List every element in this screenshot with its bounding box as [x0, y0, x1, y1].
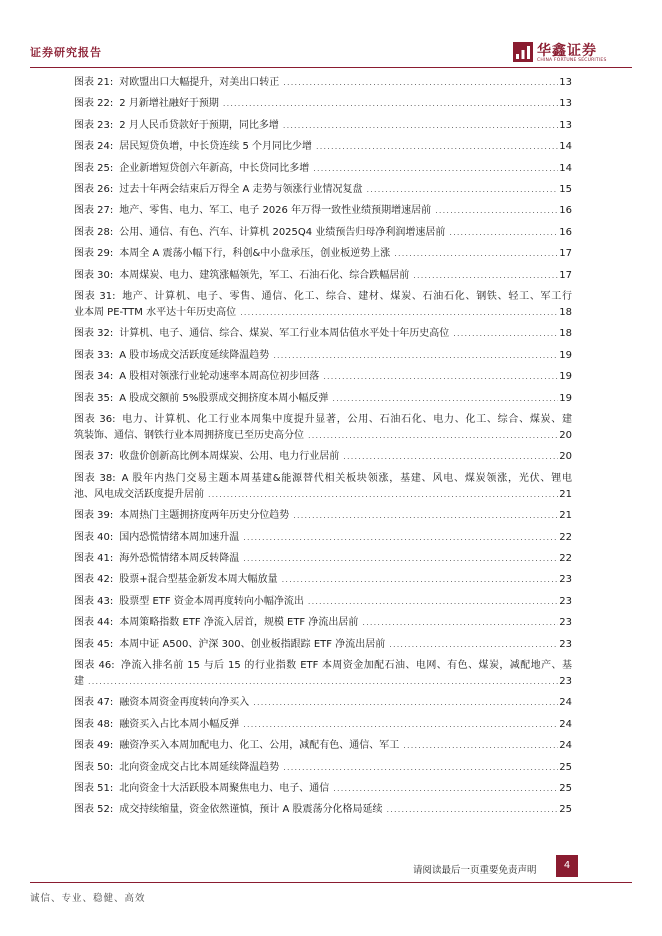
toc-entry[interactable] [74, 265, 572, 286]
toc-entry-page: 14 [559, 162, 572, 174]
brand-name: 华鑫证券 [537, 43, 597, 59]
page-number: 4 [556, 855, 578, 877]
toc-entry-label: 图表 34: [74, 371, 114, 383]
footer-slogan: 诚信、专业、稳健、高效 [30, 893, 146, 904]
toc-entry-label: 图表 27: [74, 205, 114, 217]
toc-entry[interactable] [74, 93, 572, 114]
brand-mark-icon [513, 42, 533, 62]
toc-entry-title: 地产、计算机、电子、零售、通信、化工、综合、建材、煤炭、石油石化、钢铁、轻工、军工行 [121, 290, 573, 302]
toc-entry-title-cont: 建 [74, 675, 84, 687]
toc-entry[interactable] [74, 115, 572, 136]
toc-entry[interactable] [74, 778, 572, 799]
dot-leader [385, 634, 558, 655]
dot-leader [309, 158, 558, 179]
dot-leader [358, 612, 558, 633]
toc-entry-label: 图表 48: [74, 718, 114, 730]
toc-entry-page: 22 [559, 531, 572, 543]
dot-leader [399, 735, 558, 756]
toc-entry-label: 图表 37: [74, 451, 114, 463]
toc-entry-title-cont: 筑装饰、通信、钢铁行业本周拥挤度已至历史高分位 [74, 429, 304, 441]
toc-entry-page: 15 [559, 184, 572, 196]
toc-entry-title: A 股年内热门交易主题本周基建&能源替代相关板块领涨，基建、风电、煤炭领涨，光伏、锂电 [121, 472, 572, 484]
toc-entry-label: 图表 52: [74, 804, 114, 816]
toc-entry-page: 17 [559, 248, 572, 260]
toc-entry-title: 公用、通信、有色、汽车、计算机 2025Q4 业绩预告归母净利润增速居前 [119, 226, 446, 238]
toc-entry-page: 23 [559, 638, 572, 650]
dot-leader [279, 757, 558, 778]
dot-leader [279, 72, 558, 93]
toc-entry-page: 21 [559, 488, 572, 500]
toc-entry[interactable] [74, 179, 572, 200]
toc-entry-title: 融资净买入本周加配电力、化工、公用，减配有色、通信、军工 [119, 740, 400, 752]
toc-entry-page: 17 [559, 269, 572, 281]
toc-entry-title: 本周煤炭、电力、建筑涨幅领先，军工、石油石化、综合跌幅居前 [119, 269, 410, 281]
toc-entry-page: 25 [559, 761, 572, 773]
toc-entry-label: 图表 21: [74, 77, 114, 88]
toc-entry-title-cont: 业本周 PE-TTM 水平达十年历史高位 [74, 306, 237, 318]
toc-entry-title: 北向资金十大活跃股本周聚焦电力、电子、通信 [119, 783, 330, 795]
dot-leader [204, 487, 558, 503]
toc-entry-page: 25 [559, 804, 572, 816]
toc-entry-title: 本周中证 A500、沪深 300、创业板指跟踪 ETF 净流出居前 [119, 638, 386, 650]
toc-entry-label: 图表 25: [74, 162, 114, 174]
dot-leader [219, 93, 558, 114]
dot-leader [249, 692, 558, 713]
dot-leader [362, 179, 558, 200]
dot-leader [339, 446, 558, 467]
dot-leader [409, 265, 558, 286]
dot-leader [445, 222, 558, 243]
toc-entry-page: 13 [559, 119, 572, 131]
toc-entry-label: 图表 36: [74, 413, 116, 425]
dot-leader [329, 778, 558, 799]
toc-entry-label: 图表 50: [74, 761, 114, 773]
toc-entry[interactable] [74, 468, 572, 505]
toc-entry-title: 2 月新增社融好于预期 [119, 98, 219, 110]
toc-entry[interactable] [74, 548, 572, 569]
toc-entry-title: 海外恐慌情绪本周反转降温 [119, 553, 240, 565]
toc-entry-label: 图表 35: [74, 392, 114, 404]
toc-entry-page: 18 [559, 306, 572, 318]
brand-subtitle: CHINA FORTUNE SECURITIES [537, 58, 607, 63]
toc-entry-page: 25 [559, 783, 572, 795]
toc-entry-title: 成交持续缩量，资金依然谨慎，预计 A 股震荡分化格局延续 [119, 804, 383, 816]
dot-leader [239, 527, 558, 548]
toc-entry-label: 图表 24: [74, 141, 114, 153]
toc-entry-title: 地产、零售、电力、军工、电子 2026 年万得一致性业绩预期增速居前 [119, 205, 432, 217]
toc-entry-page: 24 [559, 697, 572, 709]
toc-entry-title: 股票型 ETF 资金本周再度转向小幅净流出 [119, 595, 304, 607]
disclaimer-note: 请阅读最后一页重要免责声明 [413, 865, 537, 876]
toc-entry[interactable] [74, 136, 572, 157]
dot-leader [304, 591, 558, 612]
toc-entry-label: 图表 38: [74, 472, 116, 484]
toc-entry-label: 图表 40: [74, 531, 114, 543]
toc-entry-title: A 股成交额前 5%股票成交拥挤度本周小幅反弹 [119, 392, 329, 404]
dot-leader [449, 323, 558, 344]
dot-leader [239, 548, 558, 569]
toc-entry-page: 22 [559, 553, 572, 565]
toc-entry-page: 19 [559, 349, 572, 361]
dot-leader [239, 714, 558, 735]
toc-entry[interactable] [74, 634, 572, 655]
dot-leader [236, 305, 558, 321]
toc-entry-label: 图表 26: [74, 184, 114, 196]
toc-entry-title: 电力、计算机、化工行业本周集中度提升显著，公用、石油石化、电力、化工、综合、煤炭、建 [121, 413, 573, 425]
toc-entry-page: 23 [559, 617, 572, 629]
toc-entry-page: 20 [559, 451, 572, 463]
toc-entry-page: 19 [559, 392, 572, 404]
toc-entry-title: 本周策略指数 ETF 净流入居首，规模 ETF 净流出居前 [119, 617, 359, 629]
toc-entry[interactable] [74, 409, 572, 446]
toc-entry-title: 居民短贷负增，中长贷连续 5 个月同比少增 [119, 141, 313, 153]
toc-entry-page: 14 [559, 141, 572, 153]
toc-entry-label: 图表 51: [74, 783, 114, 795]
toc-entry-page: 18 [559, 328, 572, 340]
toc-entry[interactable] [74, 286, 572, 323]
brand-logo [513, 40, 633, 66]
toc-entry-title: 收盘价创新高比例本周煤炭、公用、电力行业居前 [119, 451, 340, 463]
dot-leader [319, 366, 558, 387]
toc-entry-title: A 股相对领涨行业轮动速率本周高位初步回落 [119, 371, 320, 383]
toc-entry-label: 图表 39: [74, 510, 114, 522]
toc-entry-label: 图表 45: [74, 638, 114, 650]
toc-entry[interactable] [74, 757, 572, 778]
toc-entry-title: 2 月人民币贷款好于预期，同比多增 [119, 119, 279, 131]
toc-entry[interactable] [74, 366, 572, 387]
toc-entry[interactable] [74, 799, 572, 820]
toc-entry-label: 图表 43: [74, 595, 114, 607]
toc-entry-label: 图表 29: [74, 248, 114, 260]
toc-entry-page: 23 [559, 574, 572, 586]
dot-leader [328, 388, 558, 409]
toc-entry-title: 本周热门主题拥挤度两年历史分位趋势 [119, 510, 290, 522]
toc-entry-page: 23 [559, 675, 572, 687]
toc-entry[interactable] [74, 345, 572, 366]
page-header [0, 0, 662, 68]
toc-entry-title: 股票+混合型基金新发本周大幅放量 [119, 574, 278, 586]
toc-entry[interactable] [74, 243, 572, 264]
toc-entry[interactable] [74, 158, 572, 179]
toc-entry-page: 16 [559, 205, 572, 217]
dot-leader [279, 115, 558, 136]
toc-entry[interactable] [74, 446, 572, 467]
dot-leader [269, 345, 558, 366]
toc-entry-page: 16 [559, 226, 572, 238]
toc-entry-page: 24 [559, 740, 572, 752]
toc-entry-label: 图表 22: [74, 98, 114, 110]
toc-entry-label: 图表 32: [74, 328, 114, 340]
toc-entry[interactable] [74, 569, 572, 590]
toc-entry[interactable] [74, 655, 572, 692]
toc-entry[interactable] [74, 388, 572, 409]
toc-entry-page: 23 [559, 595, 572, 607]
toc-entry-title: 对欧盟出口大幅提升，对美出口转正 [119, 77, 280, 88]
toc-entry[interactable] [74, 527, 572, 548]
toc-entry-label: 图表 41: [74, 553, 114, 565]
toc-entry-title: 北向资金成交占比本周延续降温趋势 [119, 761, 280, 773]
toc-entry-title: 企业新增短贷创六年新高，中长贷同比多增 [119, 162, 310, 174]
toc-entry-title: 计算机、电子、通信、综合、煤炭、军工行业本周估值水平处十年历史高位 [119, 328, 450, 340]
dot-leader [289, 505, 558, 526]
dot-leader [304, 428, 558, 444]
toc-entry-label: 图表 42: [74, 574, 114, 586]
toc-entry-label: 图表 23: [74, 119, 114, 131]
toc-entry[interactable] [74, 72, 572, 93]
toc-entry[interactable] [74, 612, 572, 633]
dot-leader [390, 243, 558, 264]
toc-entry-page: 19 [559, 371, 572, 383]
dot-leader [431, 200, 558, 221]
toc-entry[interactable] [74, 692, 572, 713]
toc-entry[interactable] [74, 505, 572, 526]
toc-entry-page: 24 [559, 718, 572, 730]
toc-entry-label: 图表 49: [74, 740, 114, 752]
toc-entry-title: 本周全 A 震荡小幅下行，科创&中小盘承压，创业板逆势上涨 [119, 248, 391, 260]
toc-entry[interactable] [74, 714, 572, 735]
table-of-figures [74, 72, 572, 821]
toc-entry[interactable] [74, 200, 572, 221]
toc-entry-title: 过去十年两会结束后万得全 A 走势与领涨行业情况复盘 [119, 184, 363, 196]
dot-leader [84, 674, 558, 690]
toc-entry-label: 图表 28: [74, 226, 114, 238]
toc-entry[interactable] [74, 591, 572, 612]
toc-entry-label: 图表 33: [74, 349, 114, 361]
toc-entry-label: 图表 31: [74, 290, 116, 302]
toc-entry[interactable] [74, 222, 572, 243]
toc-entry-title: 融资买入占比本周小幅反弹 [119, 718, 240, 730]
toc-entry-label: 图表 46: [74, 659, 115, 671]
toc-entry-label: 图表 30: [74, 269, 114, 281]
dot-leader [312, 136, 558, 157]
footer-divider [30, 882, 632, 883]
toc-entry-label: 图表 47: [74, 697, 114, 709]
toc-entry-page: 13 [559, 77, 572, 88]
toc-entry-title-cont: 池、风电成交活跃度提升居前 [74, 488, 204, 500]
dot-leader [382, 799, 558, 820]
toc-entry-page: 21 [559, 510, 572, 522]
toc-entry-page: 20 [559, 429, 572, 441]
dot-leader [278, 569, 558, 590]
toc-entry-page: 13 [559, 98, 572, 110]
report-type-title: 证券研究报告 [30, 46, 102, 59]
toc-entry-title: 净流入排名前 15 与后 15 的行业指数 ETF 本周资金加配石油、电网、有色、煤炭，减配地产、基 [120, 659, 572, 671]
toc-entry-title: 国内恐慌情绪本周加速升温 [119, 531, 240, 543]
toc-entry-title: 融资本周资金再度转向净买入 [119, 697, 250, 709]
toc-entry[interactable] [74, 323, 572, 344]
header-divider [30, 67, 632, 68]
toc-entry-label: 图表 44: [74, 617, 114, 629]
toc-entry-title: A 股市场成交活跃度延续降温趋势 [119, 349, 270, 361]
toc-entry[interactable] [74, 735, 572, 756]
